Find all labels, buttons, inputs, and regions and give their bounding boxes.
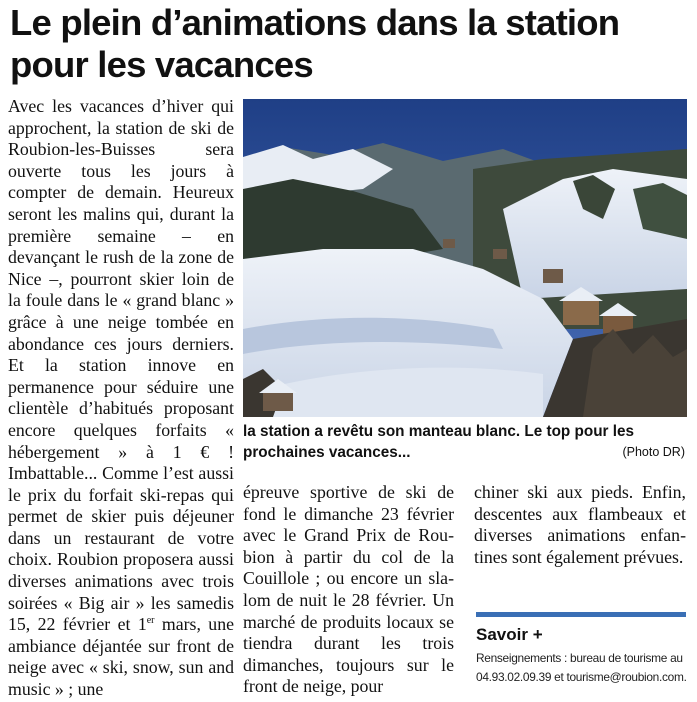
paragraph-text: Avec les vacances d’hiver qui approchent, la station de ski de Roubion-les-Buisses sera ouverte tous les jours à compter de demain. Heureux seront les malins qui, durant la première semaine – en devançant le rush de la zone de Nice –, pourront skier loin de la foule dans le « grand blanc » grâce à une neige tombée en abondance ces jours derniers. Et la station innove en permanence pour séduire une clientèle d’habitués proposant encore quelques forfaits « hébergement » à 1 € ! Imbattable... Comme l’est aussi le prix du forfait ski-repas qui permet de skier puis déjeuner dans un restaurant de votre choix. Roubion proposera aussi diverses animations avec trois soirées « Big air » les samedis 15, 22 février et 1 [8, 96, 234, 635]
article-column-2 [243, 482, 454, 698]
article-column-1 [8, 96, 234, 701]
photo-credit: (Photo DR) [622, 445, 685, 459]
article-paragraph [8, 96, 234, 701]
headline: Le plein d’animations dans la station pour les vacances [10, 2, 620, 85]
photo-caption: la station a revêtu son manteau blanc. Le top pour les prochaines vacances... [243, 423, 635, 461]
article-paragraph: chiner ski aux pieds. Enfin, descentes aux flambeaux et diverses animations enfantines sont également prévues. [474, 482, 686, 567]
savoir-divider [476, 612, 686, 617]
article-column-3 [474, 482, 686, 568]
savoir-title: Savoir + [476, 625, 543, 644]
paragraph-text-end: mars, une ambiance déjantée sur front de neige avec « ski, snow, sun and music » ; une [8, 614, 234, 700]
ordinal-superscript: er [146, 615, 155, 627]
article-paragraph: épreuve sportive de ski de fond le dimanche 23 février avec le Grand Prix de Roubion à partir du col de la Couillole ; ou encore un slalom de nuit le 28 février. Un marché de produits locaux se tiendra durant les trois dimanches, toujours sur le front de neige, pour [243, 482, 454, 697]
snowy-valley-illustration [243, 99, 687, 417]
station-photo [243, 99, 687, 417]
savoir-info: Renseignements : bureau de tourisme au 04.93.02.09.39 et tourisme@roubion.com. [476, 651, 687, 684]
